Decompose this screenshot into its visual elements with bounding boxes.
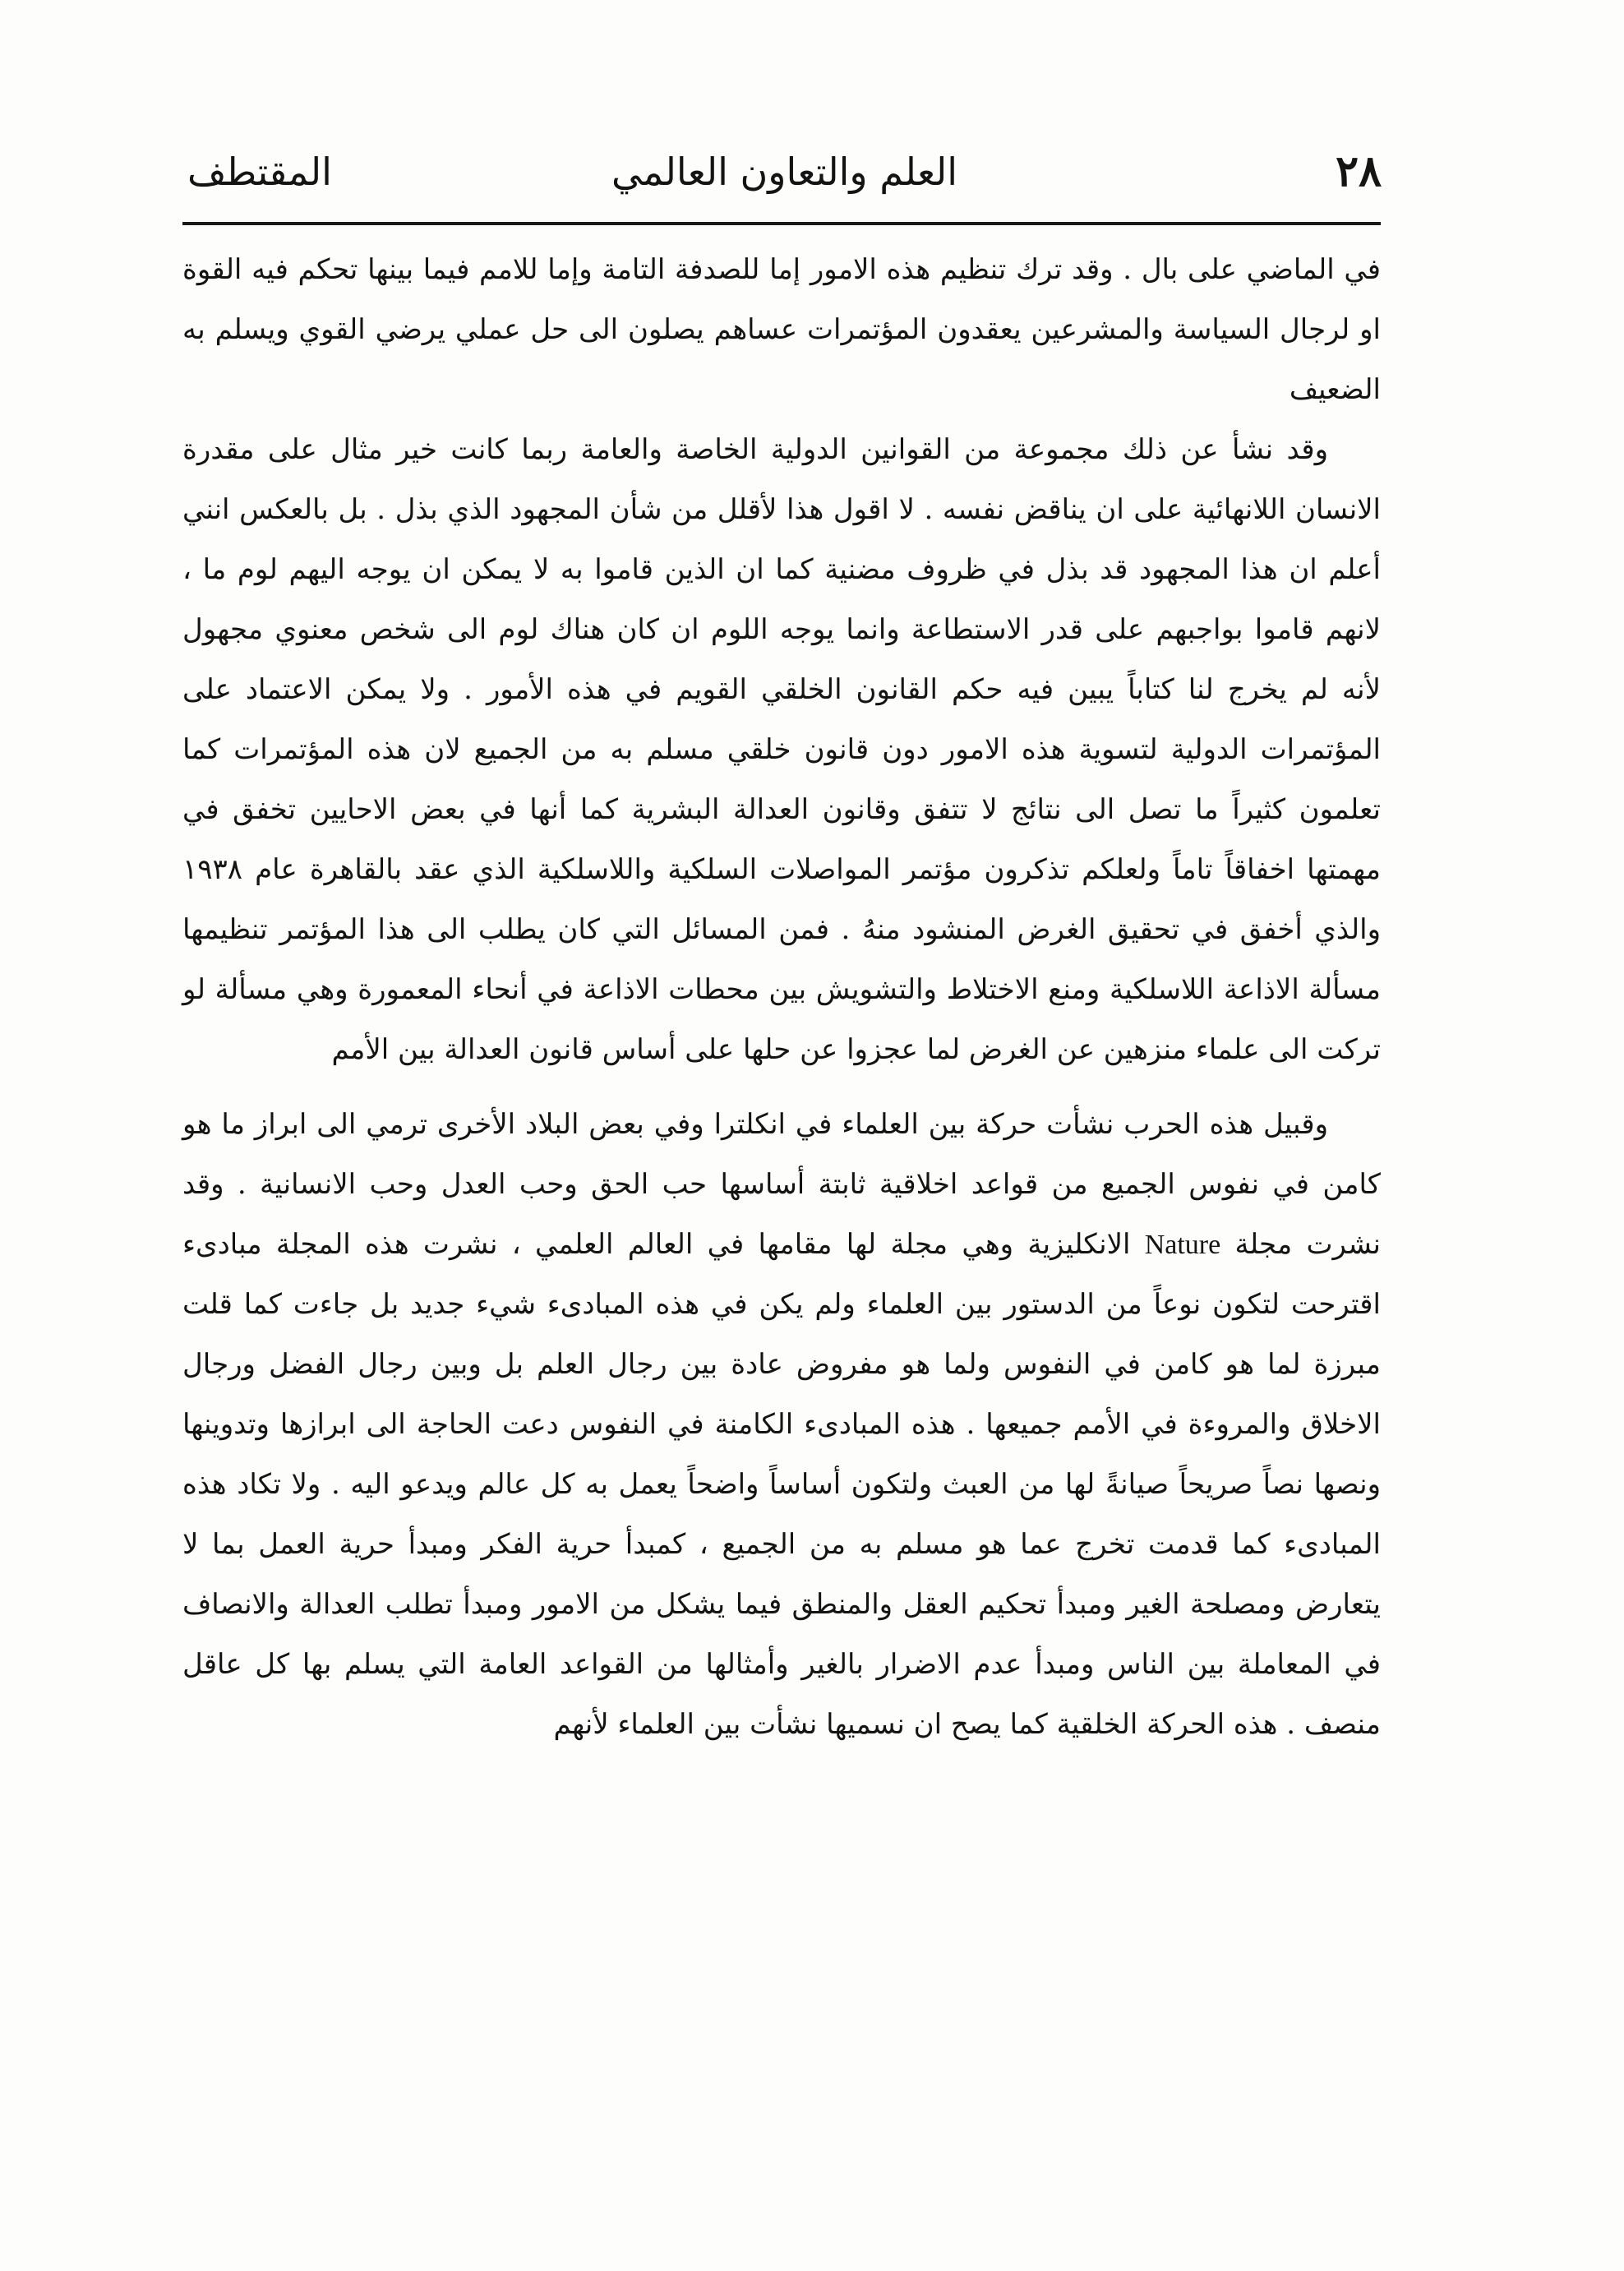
paragraph-2: وقد نشأ عن ذلك مجموعة من القوانين الدولية الخاصة والعامة ربما كانت خير مثال على مقدرة الانسان اللانهائية على ان يناقض نفسه . لا اقول هذا لأقلل من شأن المجهود الذي بذل . بل بالعكس انني أعلم ان هذا المجهود قد بذل في ظروف مضنية كما ان الذين قاموا به لا يمكن ان يوجه اليهم لوم ما ، لانهم قاموا بواجبهم على قدر الاستطاعة وانما يوجه اللوم ان كان هناك لوم الى شخص معنوي مجهول لأنه لم يخرج لنا كتاباً يبين فيه حكم القانون الخلقي القويم في هذه الأمور . ولا يمكن الاعتماد على المؤتمرات الدولية لتسوية هذه الامور دون قانون خلقي مسلم به من الجميع لان هذه المؤتمرات كما تعلمون كثيراً ما تصل الى نتائج لا تتفق وقانون العدالة البشرية كما أنها في بعض الاحايين تخفق في مهمتها اخفاقاً تاماً ولعلكم تذكرون مؤتمر المواصلات السلكية واللاسلكية الذي عقد بالقاهرة عام ١٩٣٨ والذي أخفق في تحقيق الغرض المنشود منهُ . فمن المسائل التي كان يطلب الى هذا المؤتمر تنظيمها مسألة الاذاعة اللاسلكية ومنع الاختلاط والتشويش بين محطات الاذاعة في أنحاء المعمورة وهي مسألة لو تركت الى علماء منزهين عن الغرض لما عجزوا عن حلها على أساس قانون العدالة بين الأمم	[182, 433, 1381, 1066]
article-body	[182, 240, 1381, 1755]
running-header	[187, 146, 1382, 212]
paragraph-3	[182, 1095, 1381, 1755]
journal-name: المقتطف	[187, 150, 332, 194]
header-rule	[182, 222, 1381, 225]
paragraph-3-part-1: وقبيل هذه الحرب نشأت حركة بين العلماء في انكلترا وفي بعض البلاد الأخرى ترمي الى ابراز ما هو كامن في نفوس الجميع من قواعد اخلاقية ثابتة أساسها حب الحق وحب العدل وحب الانسانية . وقد نشرت مجلة	[182, 1108, 1382, 1261]
running-title: العلم والتعاون العالمي	[611, 150, 958, 194]
paragraph-1: في الماضي على بال . وقد ترك تنظيم هذه الامور إما للصدفة التامة وإما للامم فيما بينها تحكم فيه القوة او لرجال السياسة والمشرعين يعقدون المؤتمرات عساهم يصلون الى حل عملي يرضي القوي ويسلم به الضعيف	[182, 253, 1381, 406]
page-number: ٢٨	[1336, 146, 1382, 196]
journal-name-nature: Nature	[1144, 1230, 1221, 1260]
paragraph-3-part-2: الانكليزية وهي مجلة لها مقامها في العالم العلمي ، نشرت هذه المجلة مبادىء اقترحت لتكون نوعاً من الدستور بين العلماء ولم يكن في هذه المبادىء شيء جديد بل جاءت كما قلت مبرزة لما هو كامن في النفوس ولما هو مفروض عادة بين رجال العلم بل وبين رجال الفضل ورجال الاخلاق والمروءة في الأمم جميعها . هذه المبادىء الكامنة في النفوس دعت الحاجة الى ابرازها وتدوينها ونصها نصاً صريحاً صيانةً لها من العبث ولتكون أساساً واضحاً يعمل به كل عالم ويدعو اليه . ولا تكاد هذه المبادىء كما قدمت تخرج عما هو مسلم به من الجميع ، كمبدأ حرية الفكر ومبدأ حرية العمل بما لا يتعارض ومصلحة الغير ومبدأ تحكيم العقل والمنطق فيما يشكل من الامور ومبدأ تطلب العدالة والانصاف في المعاملة بين الناس ومبدأ عدم الاضرار بالغير وأمثالها من القواعد العامة التي يسلم بها كل عاقل منصف . هذه الحركة الخلقية كما يصح ان نسميها نشأت بين العلماء لأنهم	[182, 1228, 1381, 1741]
